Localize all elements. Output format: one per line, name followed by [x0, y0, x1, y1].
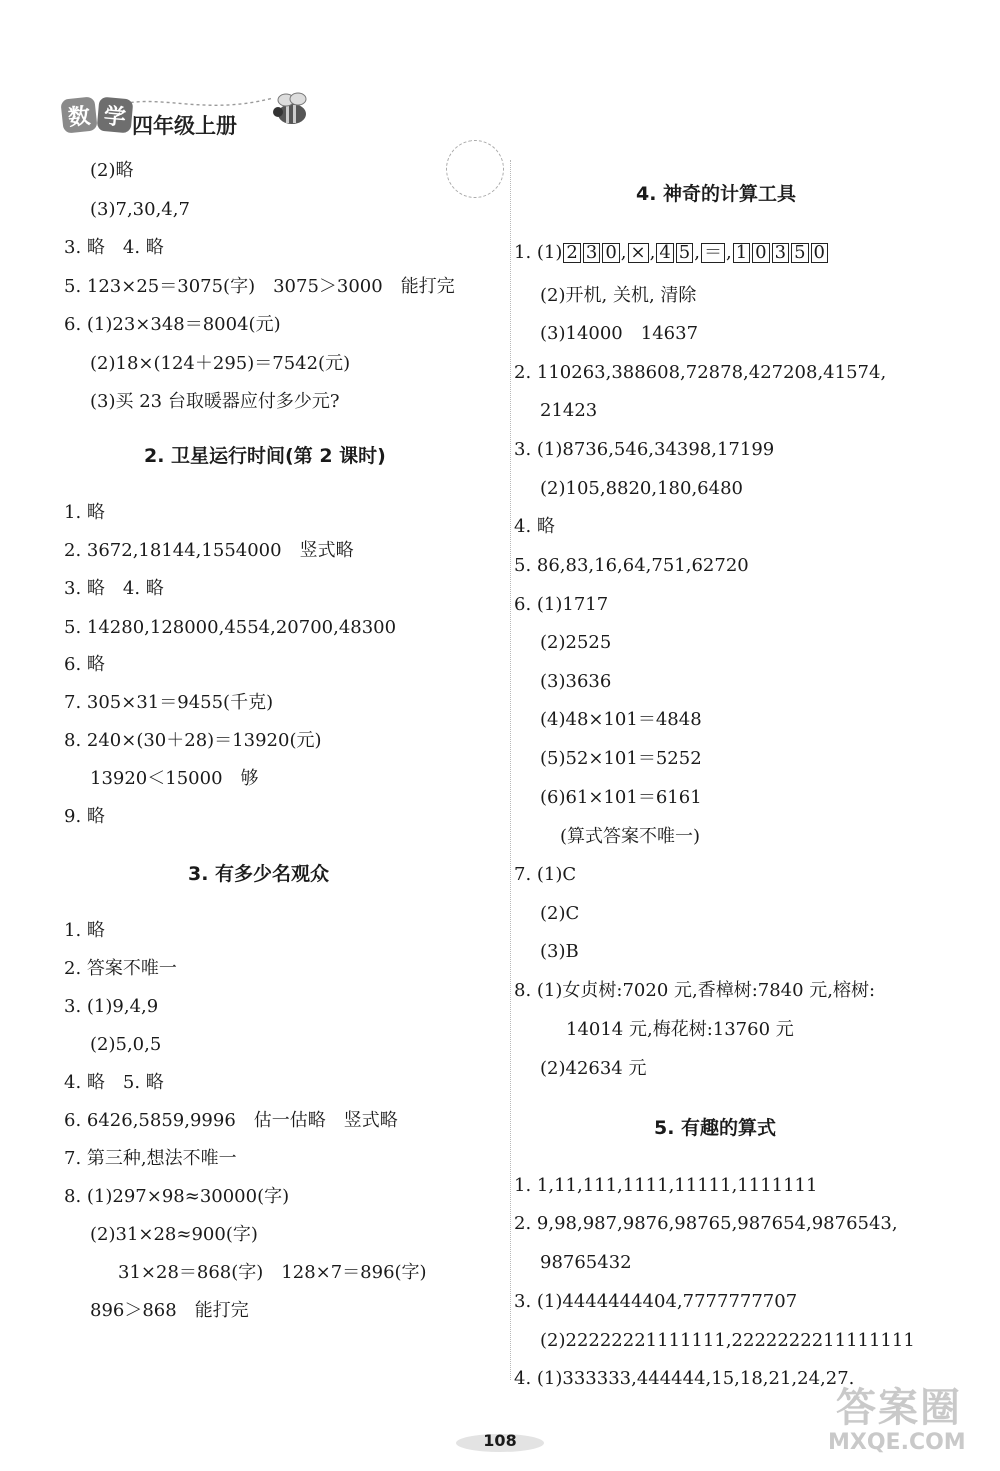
answer-line: (2)C — [540, 903, 580, 924]
key-box: 1 — [733, 243, 750, 263]
answer-line: 1. 略 — [64, 920, 105, 941]
answer-line: (2)开机, 关机, 清除 — [540, 285, 697, 306]
key-box: 2 — [563, 243, 580, 263]
answer-line: 5. 86,83,16,64,751,62720 — [514, 555, 749, 576]
section-title: 5. 有趣的算式 — [654, 1117, 777, 1139]
answer-line: (2)2525 — [540, 632, 612, 653]
answer-line: 8. (1)女贞树:7020 元,香樟树:7840 元,榕树: — [514, 980, 876, 1001]
section-title: 4. 神奇的计算工具 — [636, 183, 797, 205]
subject-char: 数 — [60, 96, 97, 133]
answer-line: 7. (1)C — [514, 864, 577, 885]
answer-line: 9. 略 — [64, 806, 105, 827]
answer-line: 6. 6426,5859,9996 估一估略 竖式略 — [64, 1110, 398, 1131]
answer-line: (2)31×28≈900(字) — [90, 1224, 258, 1245]
answer-line: (2)略 — [90, 160, 134, 181]
watermark-url: MXQE.COM — [828, 1430, 966, 1455]
stamp-mark — [441, 135, 510, 204]
answer-line: 6. (1)23×348＝8004(元) — [64, 314, 281, 335]
answer-line: (3)B — [540, 941, 579, 962]
answer-line: 4. 略 — [514, 516, 555, 537]
key-box: 0 — [752, 243, 769, 263]
answer-line: 2. 9,98,987,9876,98765,987654,9876543, — [514, 1213, 898, 1234]
key-box: 0 — [602, 243, 619, 263]
key-box: 3 — [772, 243, 789, 263]
key-box: 4 — [656, 243, 673, 263]
answer-line: 31×28＝868(字) 128×7＝896(字) — [118, 1262, 427, 1283]
answer-line: 8. (1)297×98≈30000(字) — [64, 1186, 290, 1207]
answer-note: (算式答案不唯一) — [560, 826, 701, 847]
answer-line: 3. 略 4. 略 — [64, 237, 164, 258]
key-box: 5 — [791, 243, 808, 263]
subject-char: 学 — [97, 97, 134, 134]
answer-line: 14014 元,梅花树:13760 元 — [566, 1019, 794, 1040]
answer-line: 2. 110263,388608,72878,427208,41574, — [514, 362, 887, 383]
answer-line: (2)105,8820,180,6480 — [540, 478, 743, 499]
answer-line: 2. 答案不唯一 — [64, 958, 177, 979]
subject-badge — [62, 98, 134, 134]
answer-line: (2)18×(124＋295)＝7542(元) — [90, 353, 351, 374]
answer-line: 4. 略 5. 略 — [64, 1072, 164, 1093]
section-title: 2. 卫星运行时间(第 2 课时) — [144, 445, 386, 467]
page-header — [58, 88, 318, 148]
answer-line: (4)48×101＝4848 — [540, 709, 702, 730]
answer-line: 6. 略 — [64, 654, 105, 675]
answer-line: (5)52×101＝5252 — [540, 748, 702, 769]
answer-prefix: 1. (1) — [514, 242, 563, 263]
answer-line: 6. (1)1717 — [514, 594, 609, 615]
answer-line: (3)3636 — [540, 671, 612, 692]
answer-line: (2)5,0,5 — [90, 1034, 162, 1055]
calculator-keys-line: 1. (1) 2 3 0 , × , 4 5 , ＝ , 1 0 3 5 0 — [514, 242, 829, 264]
answer-line: 4. (1)333333,444444,15,18,21,24,27. — [514, 1368, 855, 1389]
bee-icon — [268, 90, 312, 130]
answer-line: 13920＜15000 够 — [90, 768, 259, 789]
answer-line: 1. 1,11,111,1111,11111,1111111 — [514, 1175, 818, 1196]
watermark — [822, 1376, 992, 1466]
answer-line: 7. 第三种,想法不唯一 — [64, 1148, 237, 1169]
grade-label: 四年级上册 — [132, 114, 237, 138]
answer-line: (6)61×101＝6161 — [540, 787, 702, 808]
answer-line: 3. (1)9,4,9 — [64, 996, 159, 1017]
answer-line: 1. 略 — [64, 502, 105, 523]
section-title: 3. 有多少名观众 — [188, 863, 330, 885]
key-box: 0 — [811, 243, 828, 263]
column-divider — [510, 160, 511, 1380]
key-box: 3 — [583, 243, 600, 263]
answer-line: 3. (1)8736,546,34398,17199 — [514, 439, 775, 460]
answer-line: (2)22222221111111,2222222211111111 — [540, 1330, 915, 1351]
answer-line: 98765432 — [540, 1252, 632, 1273]
answer-line: 3. 略 4. 略 — [64, 578, 164, 599]
answer-line: (2)42634 元 — [540, 1058, 647, 1079]
answer-line: 896＞868 能打完 — [90, 1300, 249, 1321]
answer-line: 3. (1)4444444404,7777777707 — [514, 1291, 798, 1312]
answer-line: 7. 305×31＝9455(千克) — [64, 692, 274, 713]
page-number: 108 — [450, 1426, 550, 1456]
answer-line: 8. 240×(30＋28)＝13920(元) — [64, 730, 322, 751]
watermark-text: 答案圈 — [836, 1385, 962, 1431]
key-box: 5 — [676, 243, 693, 263]
answer-line: 5. 14280,128000,4554,20700,48300 — [64, 617, 397, 638]
answer-line: 21423 — [540, 400, 598, 421]
answer-line: (3)买 23 台取暖器应付多少元? — [90, 391, 340, 412]
answer-line: (3)7,30,4,7 — [90, 199, 190, 220]
answer-line: 2. 3672,18144,1554000 竖式略 — [64, 540, 354, 561]
answer-line: 5. 123×25＝3075(字) 3075＞3000 能打完 — [64, 276, 455, 297]
key-box: × — [628, 243, 649, 263]
key-box: ＝ — [701, 243, 725, 263]
answer-line: (3)14000 14637 — [540, 323, 699, 344]
